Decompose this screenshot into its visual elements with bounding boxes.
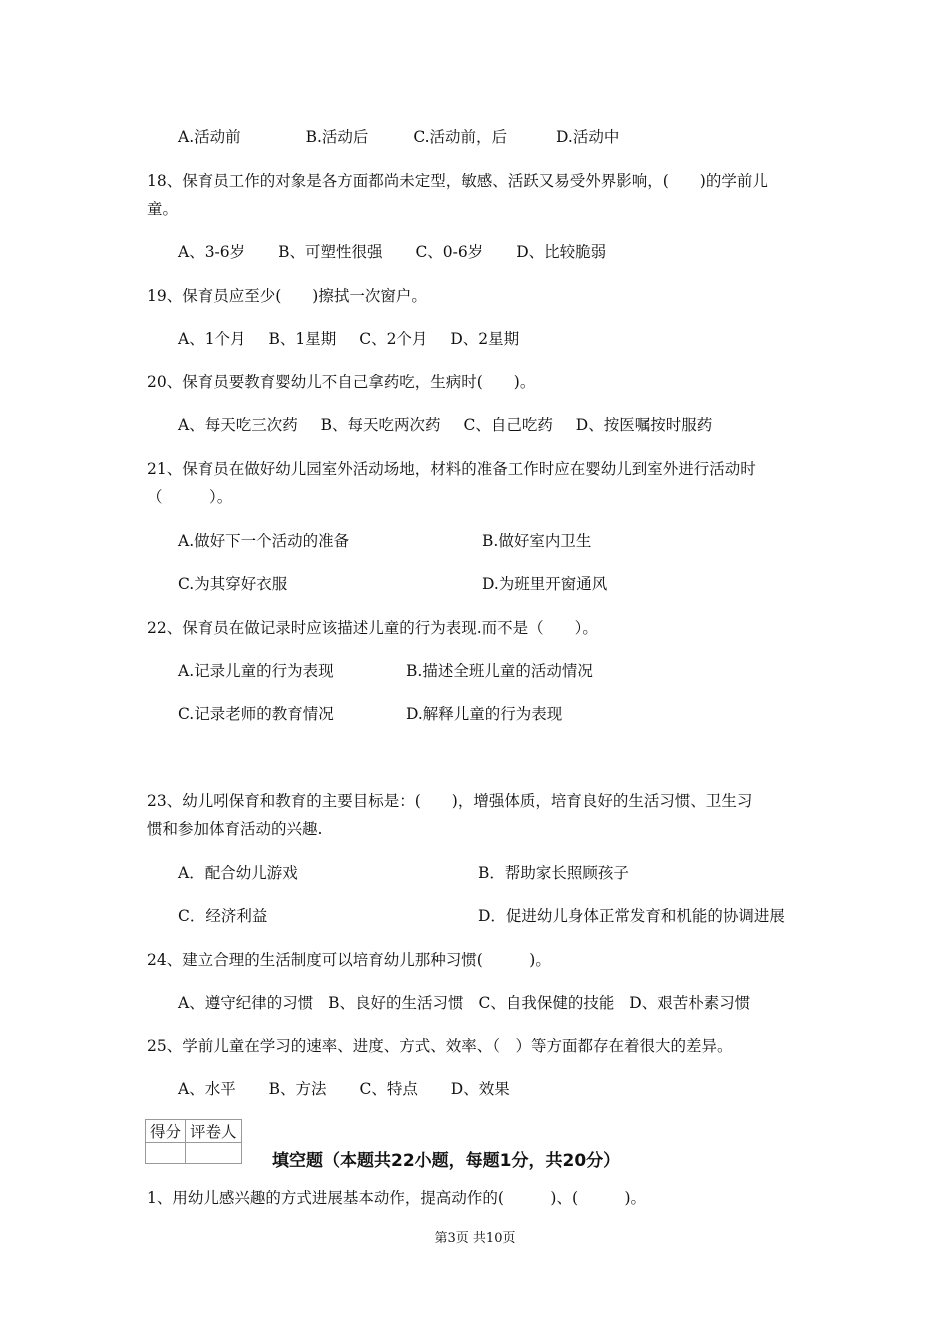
q24-option-c: C、自我保健的技能 <box>478 994 615 1012</box>
q21-option-b: B.做好室内卫生 <box>482 532 592 550</box>
q23-option-c: C．经济利益 <box>178 907 268 925</box>
section-title: 填空题（本题共22小题，每题1分，共20分） <box>272 1151 621 1171</box>
q22-option-d: D.解释儿童的行为表现 <box>406 705 563 723</box>
q23-option-b: B．帮助家长照顾孩子 <box>478 864 629 882</box>
grader-cell <box>186 1143 242 1164</box>
q24-options <box>178 993 760 1013</box>
q25-option-a: A、水平 <box>178 1080 236 1098</box>
q20-text: 20、保育员要教育婴幼儿不自己拿药吃，生病时( )。 <box>147 373 536 391</box>
q18-text-line1: 18、保育员工作的对象是各方面都尚未定型，敏感、活跃又易受外界影响，( )的学前儿 <box>147 172 768 190</box>
q17-option-d: D.活动中 <box>556 128 620 146</box>
q25-options <box>178 1079 538 1099</box>
q19-option-d: D、2星期 <box>450 330 520 348</box>
q20-option-b: B、每天吃两次药 <box>320 416 441 434</box>
q19-option-b: B、1星期 <box>268 330 337 348</box>
q22-text: 22、保育员在做记录时应该描述儿童的行为表现.而不是（ ）。 <box>147 619 598 637</box>
fill-question-1: 1、用幼儿感兴趣的方式进展基本动作，提高动作的( )、( )。 <box>147 1189 647 1207</box>
q25-option-b: B、方法 <box>268 1080 327 1098</box>
q20-options <box>178 415 730 435</box>
q17-option-c: C.活动前，后 <box>413 128 508 146</box>
q25-option-d: D、效果 <box>450 1080 510 1098</box>
grader-header: 评卷人 <box>186 1120 242 1143</box>
q18-option-d: D、比较脆弱 <box>516 243 607 261</box>
q18-text-line2: 童。 <box>147 200 179 218</box>
page-footer: 第3页 共10页 <box>434 1231 516 1246</box>
q23-option-a: A．配合幼儿游戏 <box>178 864 298 882</box>
q23-text-line2: 惯和参加体育活动的兴趣. <box>147 820 323 838</box>
q25-option-c: C、特点 <box>359 1080 418 1098</box>
q23-option-d: D．促进幼儿身体正常发育和机能的协调进展 <box>478 907 785 925</box>
q22-option-a: A.记录儿童的行为表现 <box>178 662 334 680</box>
q24-option-b: B、良好的生活习惯 <box>328 994 464 1012</box>
q17-options <box>178 127 655 147</box>
q17-option-b: B.活动后 <box>305 128 369 146</box>
q23-text-line1: 23、幼儿吲保育和教育的主要目标是：( )，增强体质，培育良好的生活习惯、卫生习 <box>147 792 753 810</box>
q21-text-line2: （ ）。 <box>147 488 233 506</box>
q22-option-c: C.记录老师的教育情况 <box>178 705 334 723</box>
q20-option-d: D、按医嘱按时服药 <box>575 416 713 434</box>
q17-option-a: A.活动前 <box>178 128 241 146</box>
q19-option-c: C、2个月 <box>359 330 428 348</box>
q20-option-c: C、自己吃药 <box>463 416 553 434</box>
q21-option-d: D.为班里开窗通风 <box>482 575 608 593</box>
score-header: 得分 <box>146 1120 186 1143</box>
q22-option-b: B.描述全班儿童的活动情况 <box>406 662 593 680</box>
q18-options <box>178 242 634 262</box>
q24-text: 24、建立合理的生活制度可以培育幼儿那种习惯( )。 <box>147 951 551 969</box>
score-table <box>145 1119 242 1164</box>
q21-option-a: A.做好下一个活动的准备 <box>178 532 350 550</box>
q19-text: 19、保育员应至少( )擦拭一次窗户。 <box>147 287 427 305</box>
q19-option-a: A、1个月 <box>178 330 246 348</box>
q18-option-a: A、3-6岁 <box>178 243 246 261</box>
q25-text: 25、学前儿童在学习的速率、进度、方式、效率、（ ）等方面都存在着很大的差异。 <box>147 1037 733 1055</box>
q24-option-d: D、艰苦朴素习惯 <box>629 994 751 1012</box>
q24-option-a: A、遵守纪律的习惯 <box>178 994 314 1012</box>
q21-text-line1: 21、保育员在做好幼儿园室外活动场地，材料的准备工作时应在婴幼儿到室外进行活动时 <box>147 460 756 478</box>
q19-options <box>178 329 537 349</box>
q21-option-c: C.为其穿好衣服 <box>178 575 288 593</box>
q18-option-c: C、0-6岁 <box>415 243 484 261</box>
score-cell <box>146 1143 186 1164</box>
q18-option-b: B、可塑性很强 <box>278 243 383 261</box>
q20-option-a: A、每天吃三次药 <box>178 416 298 434</box>
